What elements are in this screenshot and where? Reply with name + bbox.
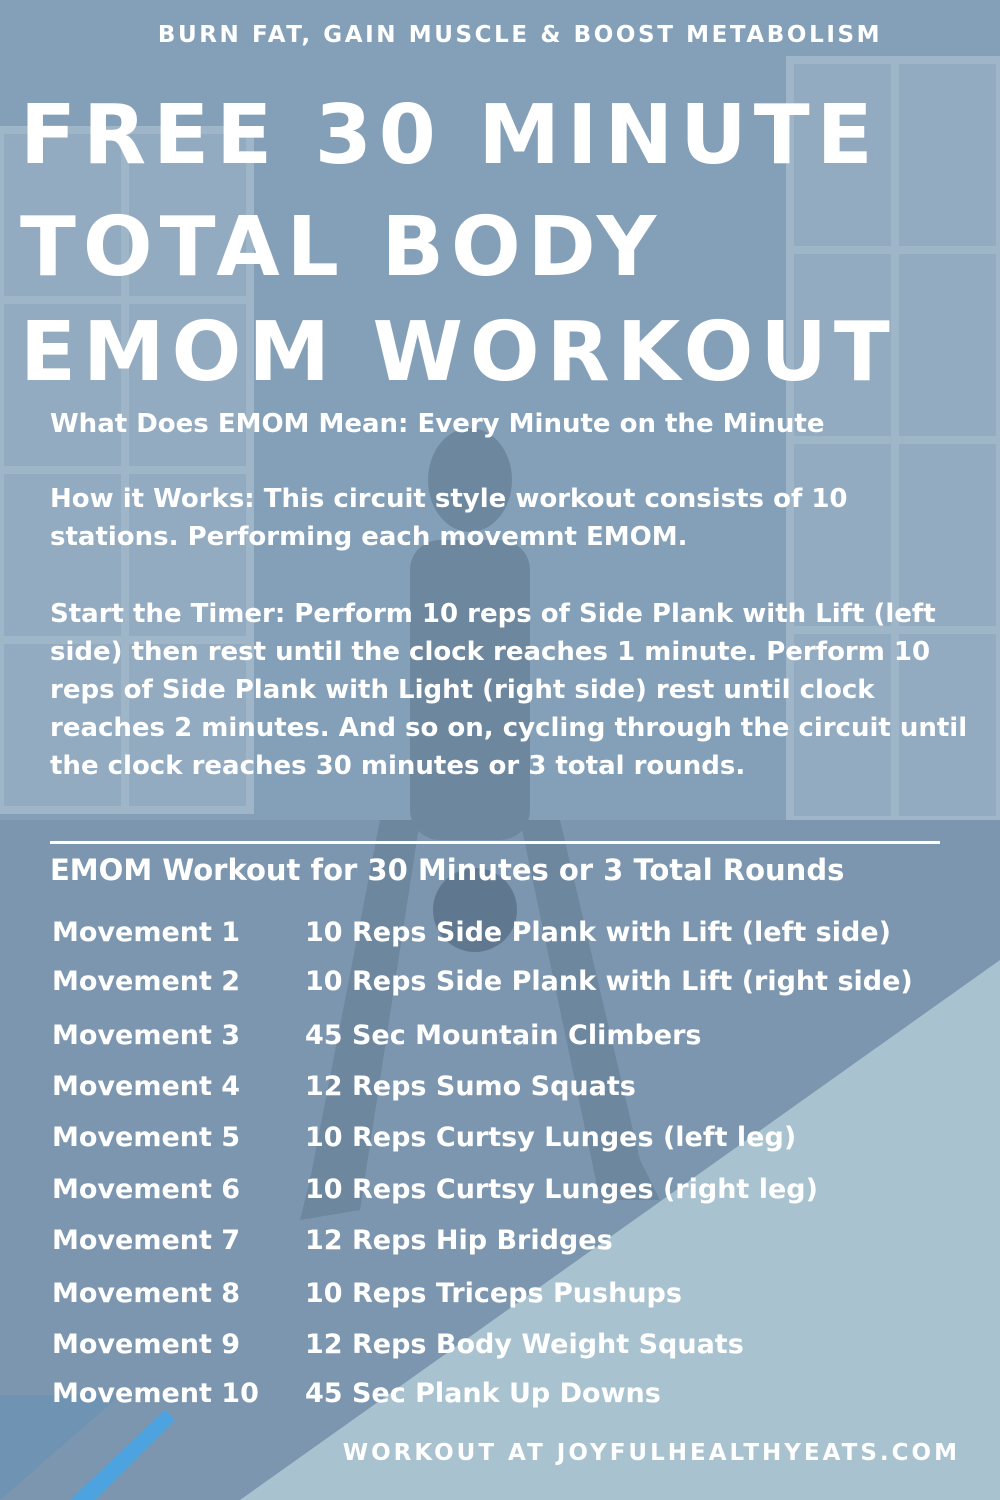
movement-label: Movement 2: [52, 966, 241, 997]
movement-label: Movement 3: [52, 1020, 241, 1051]
title-line-3: EMOM WORKOUT: [20, 305, 897, 400]
movement-label: Movement 9: [52, 1329, 241, 1360]
movement-description: 10 Reps Triceps Pushups: [305, 1278, 682, 1309]
movement-label: Movement 1: [52, 917, 241, 948]
movement-label: Movement 4: [52, 1071, 241, 1102]
movement-description: 10 Reps Curtsy Lunges (right leg): [305, 1174, 818, 1205]
workout-section-title: EMOM Workout for 30 Minutes or 3 Total Rounds: [50, 853, 845, 887]
how-it-works: How it Works: This circuit style workout consists of 10 stations. Performing each movemnt EMOM.: [50, 484, 848, 552]
kicker-text: BURN FAT, GAIN MUSCLE & BOOST METABOLISM: [157, 22, 883, 48]
movement-description: 10 Reps Side Plank with Lift (right side): [305, 966, 913, 997]
movement-label: Movement 5: [52, 1122, 241, 1153]
movement-description: 45 Sec Mountain Climbers: [305, 1020, 702, 1051]
movement-description: 12 Reps Hip Bridges: [305, 1225, 613, 1256]
movement-description: 12 Reps Sumo Squats: [305, 1071, 636, 1102]
website-footer: WORKOUT AT JOYFULHEALTHYEATS.COM: [342, 1440, 960, 1466]
divider: [50, 841, 940, 844]
title-line-1: FREE 30 MINUTE: [20, 88, 880, 183]
movement-description: 45 Sec Plank Up Downs: [305, 1378, 661, 1409]
emom-meaning: What Does EMOM Mean: Every Minute on the Minute: [50, 409, 825, 439]
start-timer-instructions: Start the Timer: Perform 10 reps of Side Plank with Lift (left side) then rest until the clock reaches 1 minute. Perform 10 reps of Side Plank with Light (right side) rest until clock reaches 2 minutes. And so on, cycling through the circuit until the clock reaches 30 minutes or 3 total rounds.: [50, 599, 968, 781]
movement-description: 10 Reps Curtsy Lunges (left leg): [305, 1122, 797, 1153]
movement-label: Movement 10: [52, 1378, 259, 1409]
movement-label: Movement 6: [52, 1174, 241, 1205]
movement-description: 10 Reps Side Plank with Lift (left side): [305, 917, 891, 948]
title-line-2: TOTAL BODY: [20, 200, 664, 295]
movement-description: 12 Reps Body Weight Squats: [305, 1329, 744, 1360]
movement-label: Movement 8: [52, 1278, 241, 1309]
movement-label: Movement 7: [52, 1225, 241, 1256]
